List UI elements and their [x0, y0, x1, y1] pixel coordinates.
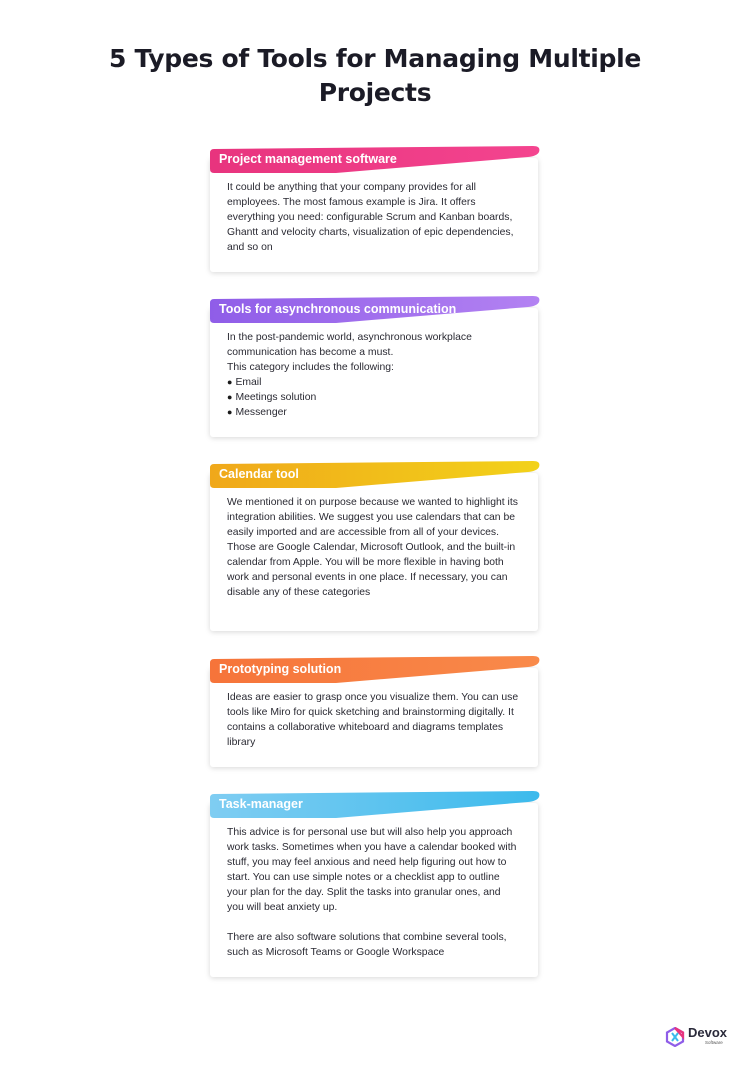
page-title	[0, 42, 750, 110]
section-banner-task-manager	[210, 791, 541, 818]
section-paragraph: This category includes the following:	[227, 362, 394, 373]
bullet-item: ● Email	[227, 375, 520, 390]
section-banner-calendar-tool	[210, 461, 541, 488]
bullet-item: ● Messenger	[227, 405, 520, 420]
section-card-project-management	[210, 158, 538, 272]
section-paragraph: This advice is for personal use but will also help you approach work tasks. Sometimes when you have a calendar booked with stuff, you may feel anxious and need help figuring out how to start. You can use simple notes or a checklist app to outline your plan for the day. Split the tasks into granular ones, and you will beat anxiety up.	[227, 827, 517, 913]
section-body	[210, 473, 538, 614]
section-banner-project-management	[210, 146, 541, 173]
logo-tagline: Software	[705, 1040, 723, 1045]
devox-hexagon-logo-icon	[665, 1027, 685, 1052]
section-paragraph: It could be anything that your company provides for all employees. The most famous example is Jira. It offers everything you need: configurable Scrum and Kanban boards, Ghantt and velocity charts, visualization of epic dependencies, and so on	[227, 182, 514, 253]
section-card-calendar-tool	[210, 473, 538, 631]
section-heading: Calendar tool	[219, 467, 299, 481]
section-paragraph: We mentioned it on purpose because we wanted to highlight its integration abilities. We suggest you use calendars that can be easily imported and are accessible from all of your devices. Those are Google Calendar, Microsoft Outlook, and the built-in calendar from Apple. You will be more flexible in having both work and personal events in one place. If necessary, you can disable any of these categories	[227, 497, 518, 598]
section-body	[210, 803, 538, 974]
section-banner-prototyping-solution	[210, 656, 541, 683]
bullet-item: ● Meetings solution	[227, 390, 520, 405]
section-banner-async-communication	[210, 296, 541, 323]
page-title-line-1: 5 Types of Tools for Managing Multiple	[108, 44, 642, 73]
section-card-async-communication	[210, 308, 538, 437]
section-body	[210, 308, 538, 434]
section-paragraph: There are also software solutions that combine several tools, such as Microsoft Teams or Google Workspace	[227, 932, 507, 958]
page-title-line-2: Projects	[318, 78, 432, 107]
section-paragraph: In the post-pandemic world, asynchronous workplace communication has become a must.	[227, 332, 472, 358]
logo-wordmark: Devox	[688, 1025, 728, 1040]
section-heading: Tools for asynchronous communication	[219, 302, 457, 316]
section-heading: Prototyping solution	[219, 662, 342, 676]
section-paragraph: Ideas are easier to grasp once you visualize them. You can use tools like Miro for quick sketching and brainstorming digitally. It contains a collaborative whiteboard and diagrams templates library	[227, 692, 519, 748]
devox-logo	[665, 1025, 735, 1049]
section-card-task-manager	[210, 803, 538, 977]
section-heading: Project management software	[219, 152, 397, 166]
section-body	[210, 158, 538, 269]
section-heading: Task-manager	[219, 797, 303, 811]
